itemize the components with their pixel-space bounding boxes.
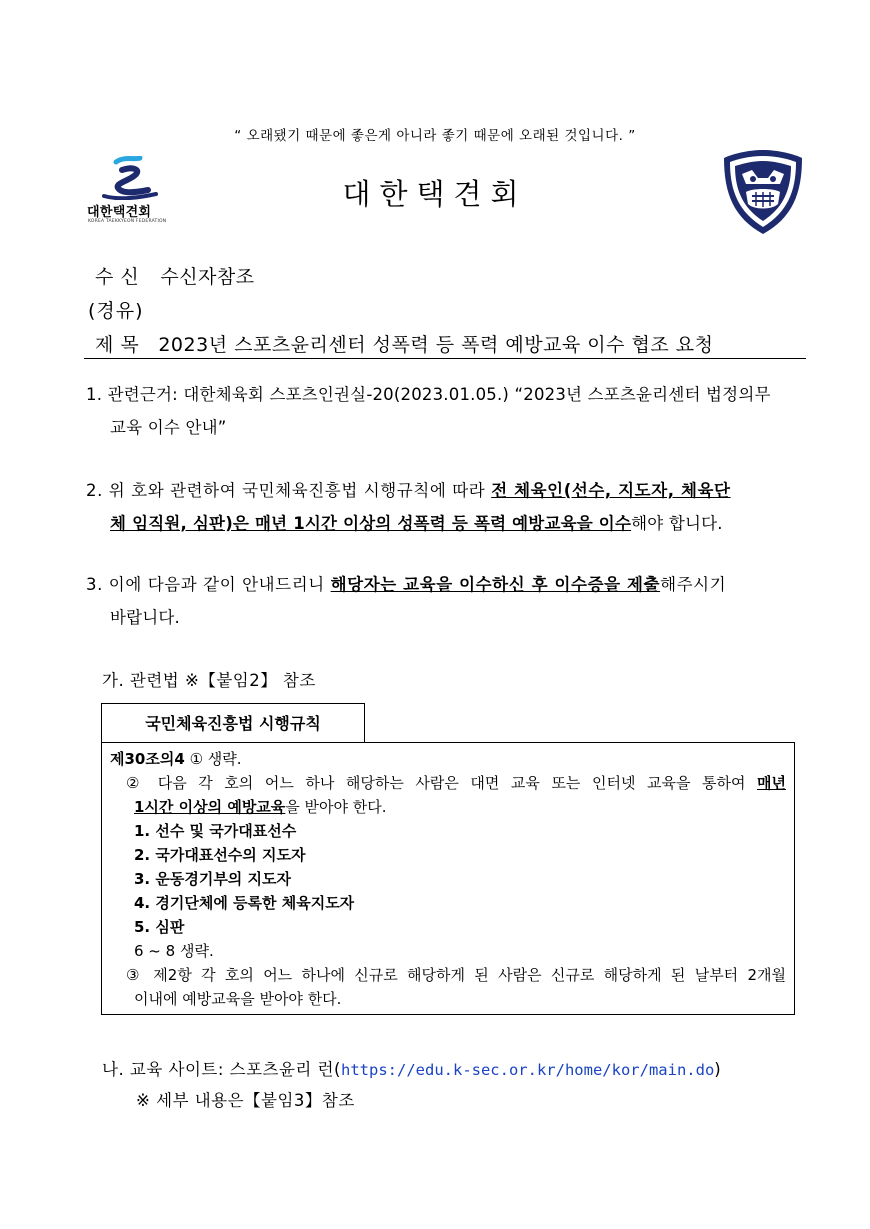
subject-label: 제 목 <box>95 334 140 356</box>
recipient-label: 수 신 <box>95 266 140 288</box>
law-item-2-tail: 을 받아야 한다. <box>285 798 387 816</box>
recipient-value: 수신자참조 <box>160 266 255 288</box>
paragraph-3-emphasis: 해당자는 교육을 이수하신 후 이수증을 제출 <box>330 575 661 594</box>
paragraph-2 <box>86 474 806 540</box>
section-b <box>102 1056 721 1080</box>
logo-name: 대한택견회 <box>87 205 152 220</box>
paragraph-1-line-1: 1. 관련근거: 대한체육회 스포츠인권실-20(2023.01.05.) “2023년 스포츠윤리센터 법정의무 <box>86 385 771 404</box>
law-item-3-line-1: ③ 제2항 각 호의 어느 하나에 신규로 해당하게 된 사람은 신규로 해당하게 된 날부터 2개월 <box>126 966 786 984</box>
law-list-item: 5. 심판 <box>134 918 185 936</box>
org-title: 대한택견회 <box>342 177 528 211</box>
recipient-row <box>95 262 255 289</box>
education-site-link[interactable]: https://edu.k-sec.or.kr/home/kor/main.do <box>341 1061 715 1079</box>
subject-row <box>95 330 714 357</box>
law-item-2-line-2 <box>110 795 786 819</box>
law-item-2-emphasis-1: 매년 <box>757 774 786 792</box>
paragraph-2-tail: 해야 합니다. <box>631 514 723 533</box>
law-item-2-line-1 <box>110 771 786 795</box>
attachment-note: ※ 세부 내용은【붙임3】참조 <box>136 1091 355 1110</box>
law-box-title: 국민체육진흥법 시행규칙 <box>101 703 365 743</box>
law-item-3-line-2: 이내에 예방교육을 받아야 한다. <box>134 990 342 1008</box>
paragraph-1-line-2: 교육 이수 안내” <box>110 418 227 437</box>
law-list-item: 2. 국가대표선수의 지도자 <box>134 846 306 864</box>
law-box <box>101 742 795 1015</box>
law-item-2-emphasis-2: 1시간 이상의 예방교육 <box>134 798 286 816</box>
paragraph-2-text: 2. 위 호와 관련하여 국민체육진흥법 시행규칙에 따라 <box>86 481 492 500</box>
law-item-2-text: ② 다음 각 호의 어느 하나 해당하는 사람은 대면 교육 또는 인터넷 교육을 통하여 <box>126 774 758 792</box>
subject-value: 2023년 스포츠윤리센터 성폭력 등 폭력 예방교육 이수 협조 요청 <box>158 334 714 356</box>
section-b-label: 나. 교육 사이트: 스포츠윤리 런( <box>102 1060 341 1079</box>
paragraph-1 <box>86 378 806 444</box>
motto: “ 오래됐기 때문에 좋은게 아니라 좋기 때문에 오래된 것입니다. ” <box>234 128 636 144</box>
emblem-shield-icon <box>722 148 804 236</box>
paragraph-2-emphasis-2: 체 임직원, 심판)은 매년 1시간 이상의 성폭력 등 폭력 예방교육을 이수 <box>110 514 632 533</box>
paragraph-3-line-2: 바랍니다. <box>110 608 181 627</box>
via-label: (경유) <box>88 300 144 322</box>
logo-subtitle: KOREA TAEKKYEON FEDERATION <box>88 219 167 224</box>
law-item-1: ① 생략. <box>189 750 242 768</box>
law-list-item: 4. 경기단체에 등록한 체육지도자 <box>134 894 355 912</box>
paragraph-3 <box>86 568 806 634</box>
paragraph-3-text: 3. 이에 다음과 같이 안내드리니 <box>86 575 331 594</box>
section-a-label: 가. 관련법 ※【붙임2】 참조 <box>102 671 316 690</box>
law-omitted-items: 6 ~ 8 생략. <box>134 942 214 960</box>
law-list-item: 1. 선수 및 국가대표선수 <box>134 822 297 840</box>
paragraph-3-tail: 해주시기 <box>660 575 727 594</box>
header-divider <box>84 358 806 359</box>
paragraph-2-emphasis-1: 전 체육인(선수, 지도자, 체육단 <box>491 481 731 500</box>
section-b-close: ) <box>714 1060 722 1079</box>
law-list-item: 3. 운동경기부의 지도자 <box>134 870 291 888</box>
law-article: 제30조의4 <box>110 750 185 768</box>
